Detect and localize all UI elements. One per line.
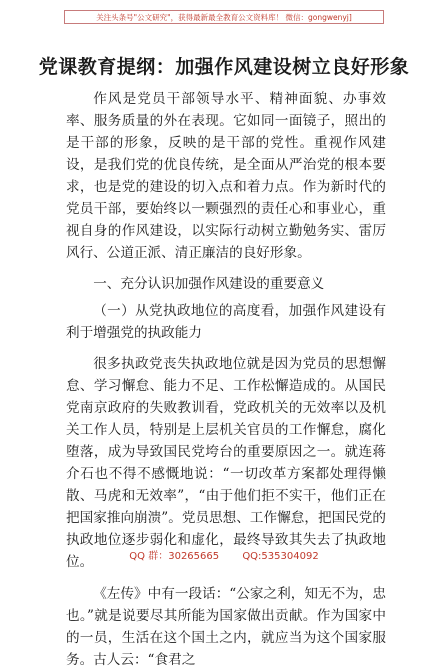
footer-qq: QQ:535304092 bbox=[242, 551, 319, 562]
footer-qq-group: QQ 群：30265665 bbox=[129, 551, 220, 562]
body-paragraph: 《左传》中有一段话：“公家之利，知无不为，忠也。”就是说要尽其所能为国家做出贡献。作为国家中的一员，生活在这个国土之内，就应当为这个国家服务。古人云：“食君之 bbox=[66, 586, 386, 668]
page-title: 党课教育提纲：加强作风建设树立良好形象 bbox=[38, 56, 410, 78]
section-heading: 一、充分认识加强作风建设的重要意义 bbox=[93, 276, 325, 292]
promo-banner-text: 关注头条号"公文研究"，获得最新最全教育公文资料库！ 微信：gongwenyj] bbox=[96, 12, 352, 22]
footer bbox=[0, 547, 448, 562]
subsection-heading: （一）从党执政地位的高度看，加强作风建设有利于增强党的执政能力 bbox=[66, 303, 386, 341]
document-body bbox=[66, 88, 386, 671]
intro-paragraph: 作风是党员干部领导水平、精神面貌、办事效率、服务质量的外在表现。它如同一面镜子，照出的是干部的形象，反映的是干部的党性。重视作风建设，是我们党的优良传统，是全面从严治党的根本要求，也是党的建设的切入点和着力点。作为新时代的党员干部，要始终以一颗强烈的责任心和事业心，重视自身的作风建设，以实际行动树立勤勉务实、雷厉风行、公道正派、清正廉洁的良好形象。 bbox=[66, 91, 386, 261]
promo-banner bbox=[64, 10, 384, 24]
body-paragraph: 很多执政党丧失执政地位就是因为党员的思想懈怠、学习懈怠、能力不足、工作松懈造成的。从国民党南京政府的失败教训看，党政机关的无效率以及机关工作人员，特别是上层机关官员的工作懈怠，腐化堕落，成为导致国民党垮台的重要原因之一。就连蒋介石也不得不感慨地说：“一切改革方案都处理得懒散、马虎和无效率”，“由于他们拒不实干，他们正在把国家推向崩溃”。党员思想、工作懈怠，把国民党的执政地位逐步弱化和虚化，最终导致其失去了执政地位。 bbox=[66, 356, 386, 570]
